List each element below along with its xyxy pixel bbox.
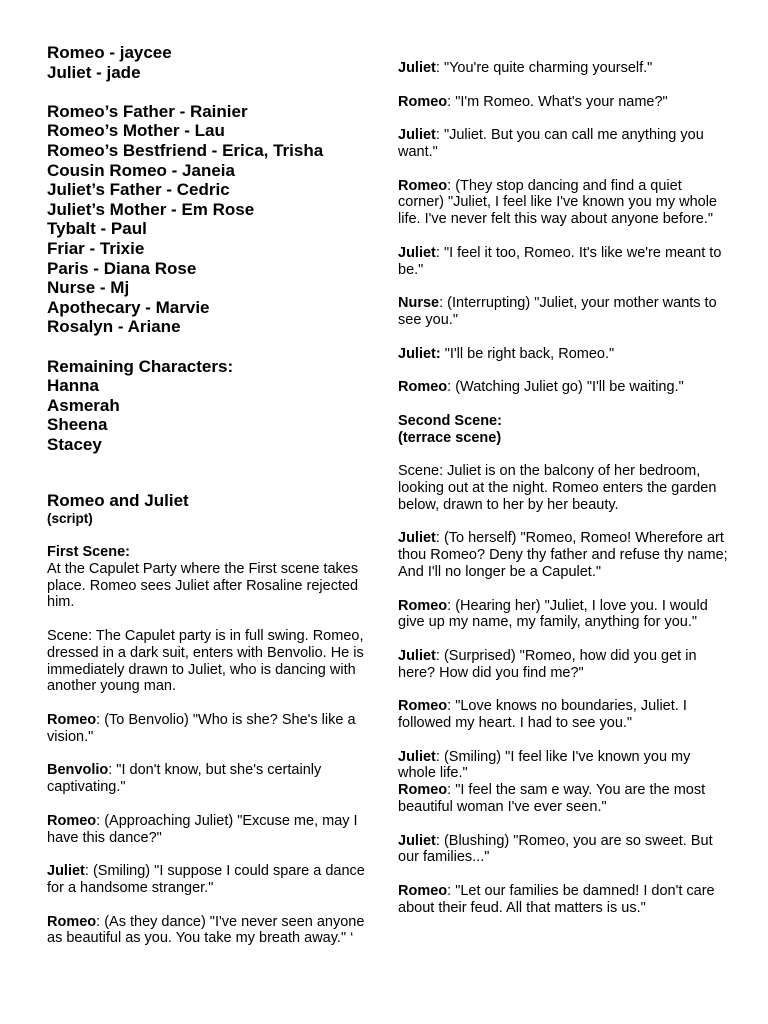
speaker-name: Juliet xyxy=(47,863,85,880)
cast-line: Rosalyn - Ariane xyxy=(47,317,181,337)
dialogue-block xyxy=(398,60,728,396)
dialogue-line xyxy=(398,648,728,682)
dialogue-line xyxy=(398,295,728,329)
speaker-separator: : xyxy=(447,379,456,396)
first-scene-setting: Scene: The Capulet party is in full swing. Romeo, dressed in a dark suit, enters with Benvolio. He is immediately drawn to Juliet, who is dancing with another young man. xyxy=(47,628,364,695)
dialogue-text: (Watching Juliet go) "I'll be waiting." xyxy=(455,379,684,396)
dialogue-text: (As they dance) "I've never seen anyone as beautiful as you. You take my breath away." ‘ xyxy=(47,913,365,947)
first-scene-heading: First Scene: xyxy=(47,544,130,561)
speaker-separator: : xyxy=(96,812,105,829)
remaining-name: Hanna xyxy=(47,376,99,396)
cast-line: Juliet - jade xyxy=(47,62,141,82)
speaker-separator: : xyxy=(435,60,444,76)
speaker-name: Romeo xyxy=(398,597,448,614)
speaker-separator: : xyxy=(435,748,444,765)
dialogue-text: (To Benvolio) "Who is she? She's like a vision." xyxy=(47,712,356,745)
cast-line: Paris - Diana Rose xyxy=(47,258,197,278)
dialogue-line xyxy=(398,598,728,632)
dialogue-text: "I'll be right back, Romeo." xyxy=(444,345,615,362)
dialogue-text: (They stop dancing and find a quiet corner) "Juliet, I feel like I've known you my whole life. I've never felt this way about anyone before." xyxy=(398,177,717,228)
speaker-separator: : xyxy=(435,127,444,144)
dialogue-line xyxy=(47,813,377,847)
dialogue-line xyxy=(47,712,377,746)
dialogue-block xyxy=(398,833,728,917)
speaker-name: Juliet xyxy=(398,127,436,144)
speaker-separator: : xyxy=(84,863,93,880)
dialogue-block xyxy=(398,530,728,732)
dialogue-line xyxy=(47,914,377,948)
speaker-separator: : xyxy=(108,762,117,779)
script-subtitle: (script) xyxy=(47,511,93,527)
dialogue-text: (Smiling) "I suppose I could spare a dance for a handsome stranger." xyxy=(47,863,365,896)
right-column xyxy=(398,60,728,933)
dialogue-text: (Interrupting) "Juliet, your mother wants to see you." xyxy=(398,295,717,328)
speaker-name: Romeo xyxy=(47,913,97,930)
cast-list xyxy=(47,43,377,337)
dialogue-line xyxy=(398,346,728,363)
cast-line: Nurse - Mj xyxy=(47,278,130,298)
cast-line: Romeo’s Bestfriend - Erica, Trisha xyxy=(47,140,324,160)
speaker-separator: : xyxy=(435,530,444,547)
speaker-name: Nurse xyxy=(398,295,440,312)
dialogue-line xyxy=(398,833,728,867)
speaker-name: Romeo xyxy=(398,698,448,715)
remaining-name: Sheena xyxy=(47,415,108,435)
speaker-name: Juliet xyxy=(398,244,436,261)
speaker-name: Juliet xyxy=(398,647,436,664)
dialogue-line xyxy=(398,379,728,396)
speaker-name: Juliet xyxy=(398,748,436,765)
dialogue-line xyxy=(398,698,728,732)
dialogue-line xyxy=(398,127,728,161)
dialogue-text: "I don't know, but she's certainly captivating." xyxy=(47,762,322,796)
dialogue-text: "You're quite charming yourself." xyxy=(443,60,653,76)
dialogue-text: "Let our families be damned! I don't care about their feud. All that matters is us." xyxy=(398,883,715,916)
speaker-separator: : xyxy=(447,698,456,715)
cast-line: Cousin Romeo - Janeia xyxy=(47,160,235,180)
speaker-separator: : xyxy=(96,712,105,729)
speaker-separator: : xyxy=(447,883,456,900)
dialogue-block xyxy=(47,712,377,947)
speaker-name: Romeo xyxy=(47,712,97,729)
dialogue-line xyxy=(398,782,728,816)
speaker-name: Juliet: xyxy=(398,345,441,362)
cast-line: Friar - Trixie xyxy=(47,238,145,258)
script-title: Romeo and Juliet xyxy=(47,491,189,511)
second-scene-setting: Scene: Juliet is on the balcony of her bedroom, looking out at the night. Romeo enters the garden below, drawn to her by her beauty. xyxy=(398,463,717,513)
dialogue-text: (Hearing her) "Juliet, I love you. I would give up my name, my family, anything for you." xyxy=(398,597,708,631)
dialogue-line xyxy=(398,94,728,111)
speaker-name: Romeo xyxy=(398,177,448,194)
dialogue-line xyxy=(398,245,728,279)
speaker-separator: : xyxy=(435,647,444,664)
speaker-name: Juliet xyxy=(398,530,436,547)
dialogue-text: "Love knows no boundaries, Juliet. I followed my heart. I had to see you." xyxy=(398,698,687,732)
remaining-characters xyxy=(47,357,377,455)
speaker-name: Romeo xyxy=(47,812,97,829)
dialogue-text: "I'm Romeo. What's your name?" xyxy=(455,93,668,110)
cast-line: Tybalt - Paul xyxy=(47,219,147,239)
dialogue-line xyxy=(398,883,728,917)
cast-line: Apothecary - Marvie xyxy=(47,297,210,317)
speaker-separator: : xyxy=(447,177,456,194)
second-scene-heading: Second Scene: xyxy=(398,412,502,429)
remaining-name: Stacey xyxy=(47,434,102,454)
dialogue-line xyxy=(398,60,728,77)
cast-line: Juliet’s Father - Cedric xyxy=(47,180,230,200)
left-column xyxy=(47,43,377,964)
speaker-name: Romeo xyxy=(398,782,448,799)
speaker-separator: : xyxy=(439,295,448,312)
dialogue-text: "Juliet. But you can call me anything you want." xyxy=(398,127,704,160)
dialogue-text: (Smiling) "I feel like I've known you my whole life." xyxy=(398,748,691,782)
dialogue-text: (Surprised) "Romeo, how did you get in here? How did you find me?" xyxy=(398,647,697,681)
remaining-name: Asmerah xyxy=(47,395,120,415)
dialogue-line xyxy=(47,762,377,796)
speaker-separator: : xyxy=(435,832,444,849)
dialogue-line xyxy=(47,863,377,897)
dialogue-text: "I feel the sam e way. You are the most beautiful woman I've ever seen." xyxy=(398,782,706,816)
dialogue-line xyxy=(398,178,728,228)
speaker-separator: : xyxy=(435,244,444,261)
speaker-name: Juliet xyxy=(398,832,436,849)
dialogue-line xyxy=(398,530,728,580)
cast-line: Romeo’s Father - Rainier xyxy=(47,101,248,121)
speaker-name: Romeo xyxy=(398,93,448,110)
dialogue-block xyxy=(398,749,728,816)
dialogue-text: (Blushing) "Romeo, you are so sweet. But our families..." xyxy=(398,832,713,866)
speaker-separator: : xyxy=(96,913,105,930)
cast-line: Romeo’s Mother - Lau xyxy=(47,121,225,141)
second-scene-subheading: (terrace scene) xyxy=(398,429,502,446)
speaker-name: Romeo xyxy=(398,883,448,900)
cast-line: Juliet’s Mother - Em Rose xyxy=(47,199,255,219)
first-scene-intro: At the Capulet Party where the First scene takes place. Romeo sees Juliet after Rosaline rejected him. xyxy=(47,560,359,611)
dialogue-text: (Approaching Juliet) "Excuse me, may I have this dance?" xyxy=(47,812,358,846)
speaker-name: Romeo xyxy=(398,379,448,396)
dialogue-text: "I feel it too, Romeo. It's like we're meant to be." xyxy=(398,244,722,278)
dialogue-line xyxy=(398,749,728,783)
dialogue-text: (To herself) "Romeo, Romeo! Wherefore art thou Romeo? Deny thy father and refuse thy name; And I'll no longer be a Capulet." xyxy=(398,530,728,580)
speaker-separator: : xyxy=(447,597,456,614)
speaker-separator: : xyxy=(447,93,456,110)
speaker-separator: : xyxy=(447,782,456,799)
speaker-name: Juliet xyxy=(398,60,436,76)
remaining-heading: Remaining Characters: xyxy=(47,356,234,376)
cast-line: Romeo - jaycee xyxy=(47,43,172,62)
speaker-name: Benvolio xyxy=(47,762,109,779)
